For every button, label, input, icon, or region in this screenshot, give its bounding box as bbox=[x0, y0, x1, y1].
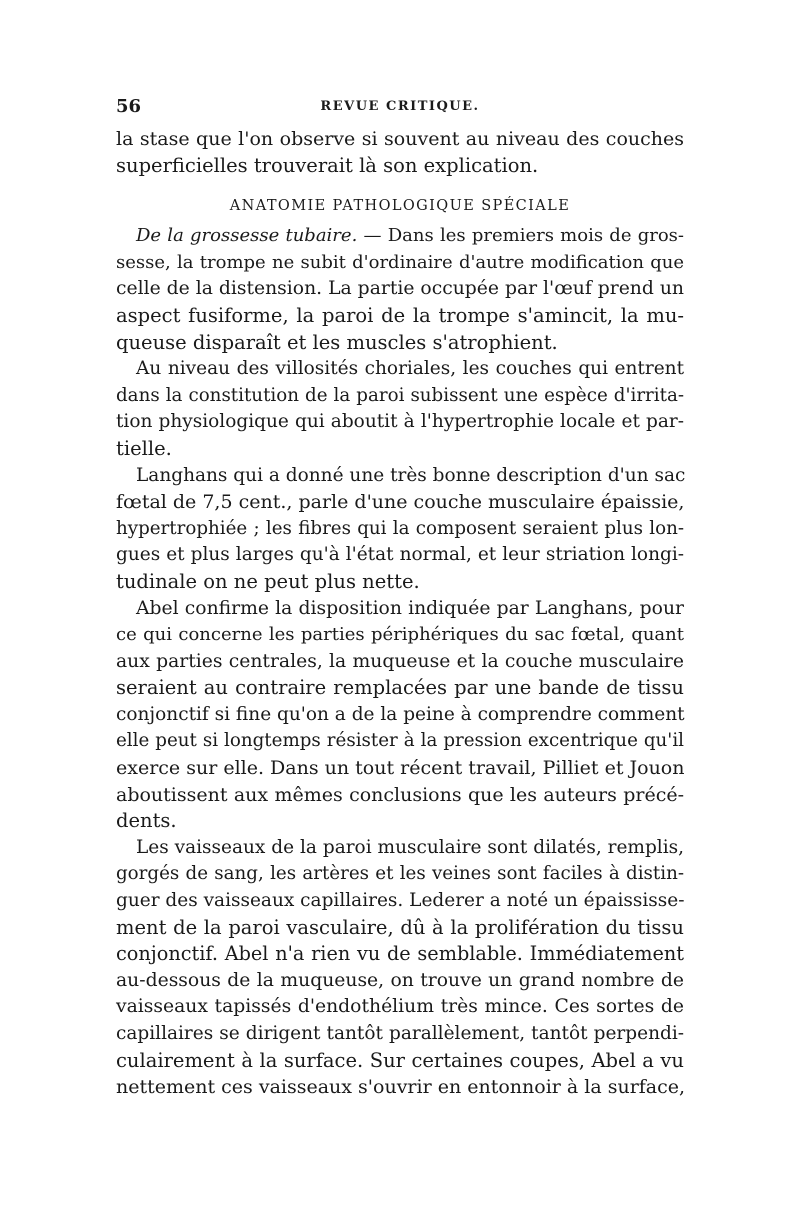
text-line: ment de la paroi vasculaire, dû à la prolifération du tissu bbox=[116, 915, 684, 939]
running-head bbox=[116, 96, 684, 122]
text-line: dents. bbox=[116, 809, 177, 833]
text-line: gues et plus larges qu'à l'état normal, et leur striation longi- bbox=[116, 544, 684, 566]
section-heading: ANATOMIE PATHOLOGIQUE SPÉCIALE bbox=[229, 198, 571, 215]
text-line: tion physiologique qui aboutit à l'hypertrophie locale et par- bbox=[116, 411, 684, 433]
text-line: aux parties centrales, la muqueuse et la couche musculaire bbox=[116, 650, 684, 672]
text-line: culairement à la surface. Sur certaines coupes, Abel a vu bbox=[116, 1048, 684, 1072]
text-line: Les vaisseaux de la paroi musculaire sont dilatés, remplis, bbox=[136, 836, 684, 858]
text-line: nettement ces vaisseaux s'ouvrir en entonnoir à la surface, bbox=[116, 1076, 686, 1099]
text-line: superficielles trouverait là son explication. bbox=[116, 153, 539, 177]
paragraph-langhans bbox=[116, 463, 684, 596]
text-line: sesse, la trompe ne subit d'ordinaire d'autre modification que bbox=[116, 251, 684, 273]
text-line: Au niveau des villosités choriales, les couches qui entrent bbox=[136, 358, 684, 380]
page bbox=[116, 96, 684, 1101]
paragraph-vaisseaux bbox=[116, 835, 684, 1101]
text-line: conjonctif. Abel n'a rien vu de semblable. Immédiatement bbox=[116, 942, 684, 966]
text-line: conjonctif si fine qu'on a de la peine à comprendre comment bbox=[116, 703, 685, 725]
page-number: 56 bbox=[116, 96, 142, 117]
text-line: exerce sur elle. Dans un tout récent travail, Pilliet et Jouon bbox=[116, 757, 685, 780]
text-line: dans la constitution de la paroi subissent une espèce d'irrita- bbox=[116, 384, 684, 406]
journal-title: REVUE CRITIQUE. bbox=[320, 99, 480, 114]
paragraph-abel bbox=[116, 596, 684, 835]
text-line: la stase que l'on observe si souvent au niveau des couches bbox=[116, 128, 684, 150]
text-line: guer des vaisseaux capillaires. Lederer a noté un épaississe- bbox=[116, 890, 685, 912]
text-line: celle de la distension. La partie occupée par l'œuf prend un bbox=[116, 278, 684, 300]
text-line-rest: — Dans les premiers mois de gros- bbox=[357, 225, 684, 247]
text-line: tudinale on ne peut plus nette. bbox=[116, 569, 420, 593]
text-line: hypertrophiée ; les fibres qui la composent seraient plus lon- bbox=[116, 517, 684, 539]
intro-text bbox=[116, 126, 684, 179]
text-line: seraient au contraire remplacées par une bande de tissu bbox=[116, 676, 684, 700]
text-line: vaisseaux tapissés d'endothélium très mince. Ces sortes de bbox=[116, 996, 684, 1018]
paragraph-villosites bbox=[116, 356, 684, 462]
text-line: elle peut si longtemps résister à la pression excentrique qu'il bbox=[116, 730, 684, 752]
text-line: capillaires se dirigent tantôt parallèlement, tantôt perpendi- bbox=[116, 1023, 684, 1044]
paragraph-subhead: De la grossesse tubaire. bbox=[136, 225, 358, 247]
text-line: Langhans qui a donné une très bonne description d'un sac bbox=[136, 464, 686, 486]
text-line: aspect fusiforme, la paroi de la trompe s'amincit, la mu- bbox=[116, 303, 684, 327]
text-line: fœtal de 7,5 cent., parle d'une couche musculaire épaissie, bbox=[116, 491, 685, 514]
text-line: au-dessous de la muqueuse, on trouve un grand nombre de bbox=[116, 969, 684, 991]
text-line: Abel confirme la disposition indiquée par Langhans, pour bbox=[136, 597, 684, 619]
text-line: queuse disparaît et les muscles s'atrophient. bbox=[116, 330, 558, 354]
text-line: gorgés de sang, les artères et les veines sont faciles à distin- bbox=[116, 863, 684, 885]
paragraph-grossesse-tubaire bbox=[116, 223, 684, 356]
text-line bbox=[116, 223, 684, 250]
text-line: ce qui concerne les parties périphériques du sac fœtal, quant bbox=[116, 624, 684, 646]
text-line: aboutissent aux mêmes conclusions que les auteurs précé- bbox=[116, 783, 684, 806]
text-line: tielle. bbox=[116, 436, 172, 460]
